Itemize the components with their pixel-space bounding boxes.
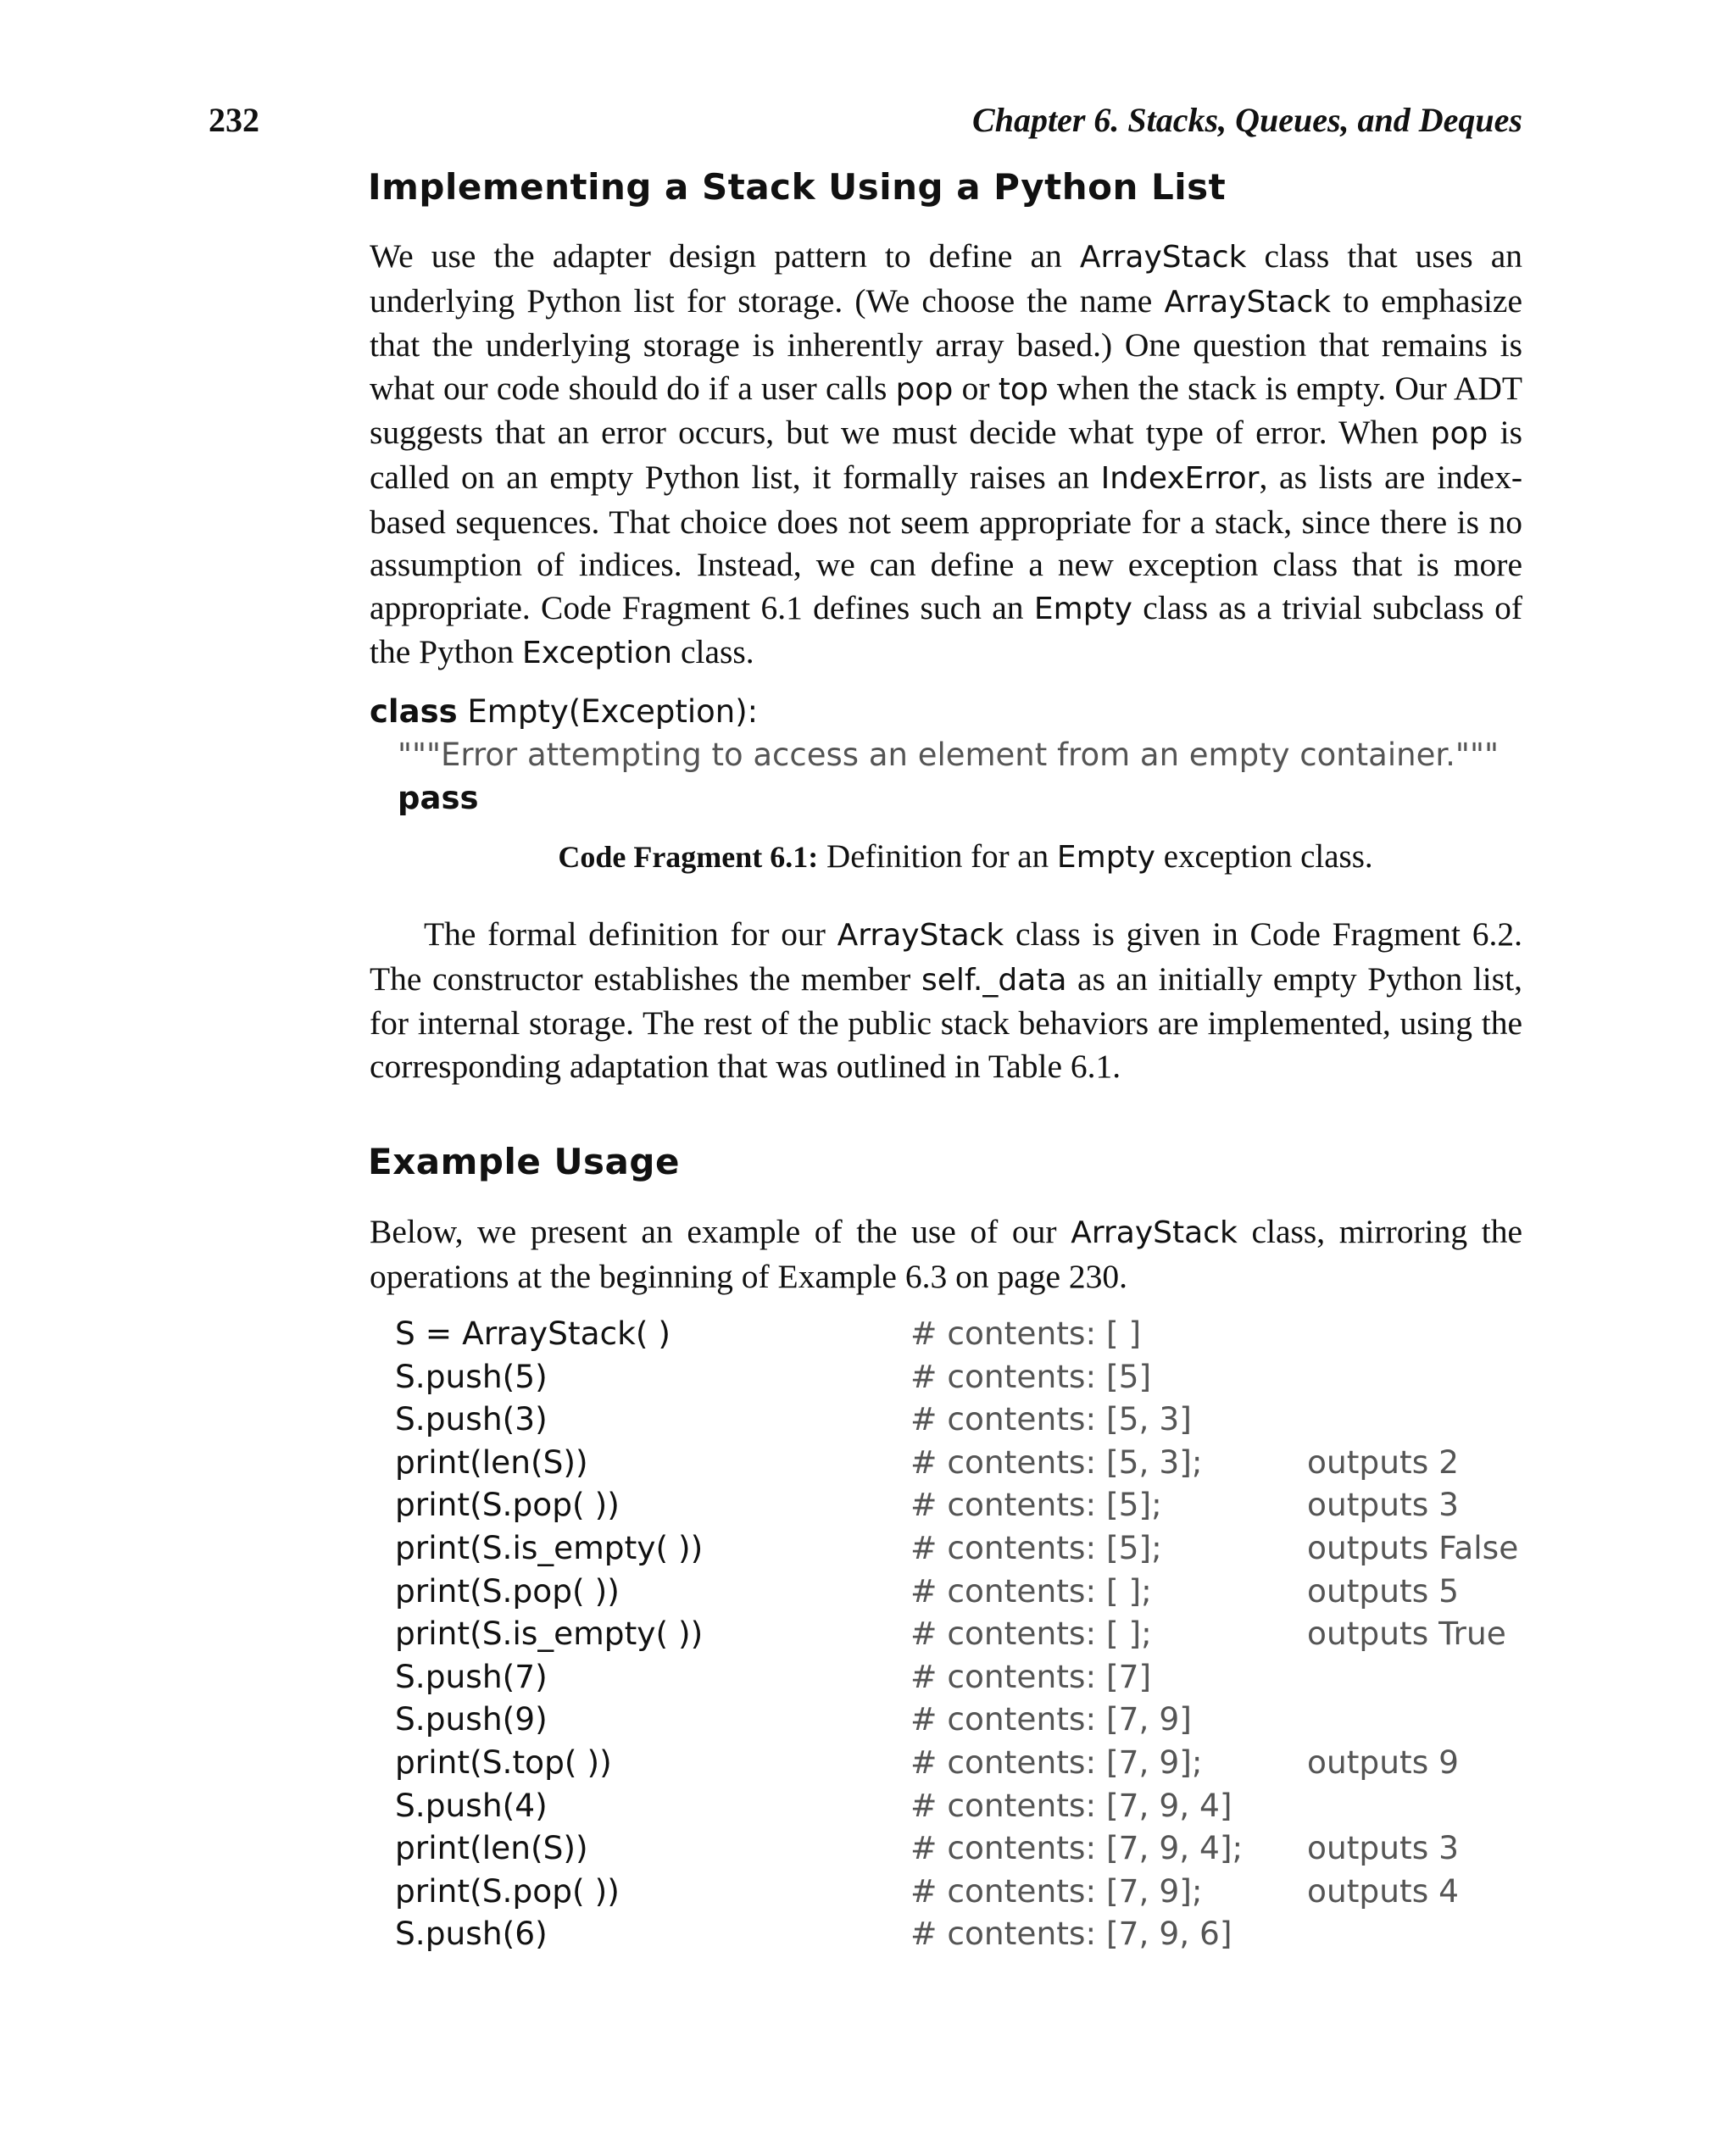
inline-code: ArrayStack xyxy=(1164,284,1332,320)
example-row xyxy=(395,1912,1582,1955)
example-comment: # contents: [5]; xyxy=(910,1528,1162,1566)
example-code: S = ArrayStack( ) xyxy=(395,1315,671,1352)
example-code: S.push(5) xyxy=(395,1357,548,1395)
inline-code: pop xyxy=(895,371,954,407)
code-line-docstring: """Error attempting to access an element from an empty container.""" xyxy=(398,737,1499,773)
page-header xyxy=(209,100,1522,142)
example-output: outputs 4 xyxy=(1307,1871,1460,1910)
page-number: 232 xyxy=(209,101,259,139)
code-keyword-class: class xyxy=(370,693,458,730)
inline-code: Exception xyxy=(521,636,673,671)
example-usage-listing xyxy=(395,1312,1582,1955)
code-fragment-empty-class xyxy=(370,690,1556,820)
example-row xyxy=(395,1741,1582,1784)
running-title: Chapter 6. Stacks, Queues, and Deques xyxy=(972,101,1522,139)
example-code: S.push(7) xyxy=(395,1657,548,1695)
paragraph-example-intro: Below, we present an example of the use of our ArrayStack class, mirroring the operations at the beginning of Example 6.3 on page 230. xyxy=(370,1213,1522,1295)
example-output: outputs 5 xyxy=(1307,1571,1460,1610)
example-code: print(len(S)) xyxy=(395,1443,588,1481)
code-line-class-decl xyxy=(370,690,1556,733)
example-row xyxy=(395,1527,1582,1570)
example-comment: # contents: [7, 9, 4]; xyxy=(910,1829,1244,1867)
caption-label: Code Fragment 6.1: xyxy=(558,840,819,874)
inline-code: top xyxy=(998,371,1049,407)
inline-code: ArrayStack xyxy=(1079,240,1247,275)
example-comment: # contents: [7] xyxy=(910,1657,1152,1695)
example-row xyxy=(395,1784,1582,1827)
example-comment: # contents: [5]; xyxy=(910,1486,1162,1524)
code-fragment-caption xyxy=(0,837,1736,876)
example-row xyxy=(395,1355,1582,1399)
caption-code: Empty xyxy=(1056,840,1155,875)
example-output: outputs True xyxy=(1307,1615,1506,1653)
example-comment: # contents: [5, 3] xyxy=(910,1400,1192,1438)
example-row xyxy=(395,1655,1582,1699)
code-class-signature: Empty(Exception): xyxy=(467,693,759,730)
example-code: print(S.is_empty( )) xyxy=(395,1528,704,1566)
example-comment: # contents: [5] xyxy=(910,1357,1152,1395)
example-output: outputs False xyxy=(1307,1528,1519,1566)
caption-text-part1: Definition for an xyxy=(826,838,1049,875)
example-code: S.push(3) xyxy=(395,1400,548,1438)
example-row xyxy=(395,1870,1582,1913)
example-comment: # contents: [ ]; xyxy=(910,1571,1152,1610)
inline-code: IndexError xyxy=(1100,460,1260,496)
example-code: print(S.pop( )) xyxy=(395,1486,620,1524)
example-code: print(S.pop( )) xyxy=(395,1571,620,1610)
example-row xyxy=(395,1827,1582,1870)
example-row xyxy=(395,1698,1582,1741)
inline-code: Empty xyxy=(1033,591,1132,626)
example-code: print(S.pop( )) xyxy=(395,1871,620,1910)
example-row xyxy=(395,1612,1582,1655)
example-row xyxy=(395,1398,1582,1441)
example-comment: # contents: [7, 9] xyxy=(910,1700,1192,1738)
example-row xyxy=(395,1483,1582,1527)
example-row xyxy=(395,1312,1582,1355)
code-line-pass: pass xyxy=(398,780,479,816)
example-comment: # contents: [7, 9]; xyxy=(910,1743,1203,1781)
inline-code: ArrayStack xyxy=(1071,1215,1238,1250)
example-code: S.push(9) xyxy=(395,1700,548,1738)
inline-code: pop xyxy=(1430,416,1488,452)
section-heading-implementing-stack: Implementing a Stack Using a Python List xyxy=(368,166,1227,208)
caption-text-part2: exception class. xyxy=(1163,838,1373,875)
example-comment: # contents: [7, 9, 4] xyxy=(910,1786,1232,1824)
inline-code: ArrayStack xyxy=(837,918,1004,953)
example-comment: # contents: [7, 9, 6] xyxy=(910,1915,1232,1953)
example-comment: # contents: [ ] xyxy=(910,1315,1142,1352)
section-heading-example-usage: Example Usage xyxy=(368,1141,680,1182)
example-comment: # contents: [ ]; xyxy=(910,1615,1152,1653)
example-code: print(S.is_empty( )) xyxy=(395,1615,704,1653)
example-output: outputs 2 xyxy=(1307,1443,1460,1481)
example-output: outputs 9 xyxy=(1307,1743,1460,1781)
paragraph-adapter-pattern: We use the adapter design pattern to define an ArrayStack class that uses an underlying Python list for storage. (We choose the name ArrayStack to emphasize that the underlying storage is inherently array based.) One question that remains is what our code should do if a user calls pop or top when the stack is empty. Our ADT suggests that an error occurs, but we must decide what type of error. When pop is called on an empty Python list, it formally raises an IndexError, as lists are index-based sequences. That choice does not seem appropriate for a stack, since there is no assumption of indices. Instead, we can define a new exception class that is more appropriate. Code Fragment 6.1 defines such an Empty class as a trivial subclass of the Python Exception class. xyxy=(370,237,1523,671)
example-output: outputs 3 xyxy=(1307,1486,1460,1524)
example-comment: # contents: [7, 9]; xyxy=(910,1871,1203,1910)
inline-code: self._data xyxy=(921,962,1067,998)
example-row xyxy=(395,1570,1582,1613)
example-row xyxy=(395,1441,1582,1484)
example-code: S.push(6) xyxy=(395,1915,548,1953)
example-code: print(len(S)) xyxy=(395,1829,588,1867)
example-code: print(S.top( )) xyxy=(395,1743,612,1781)
example-output: outputs 3 xyxy=(1307,1829,1460,1867)
example-comment: # contents: [5, 3]; xyxy=(910,1443,1203,1481)
example-code: S.push(4) xyxy=(395,1786,548,1824)
paragraph-formal-definition: The formal definition for our ArrayStack class is given in Code Fragment 6.2. The constructor establishes the member self._data as an initially empty Python list, for internal storage. The rest of the public stack behaviors are implemented, using the corresponding adaptation that was outlined in Table 6.1. xyxy=(370,915,1522,1085)
